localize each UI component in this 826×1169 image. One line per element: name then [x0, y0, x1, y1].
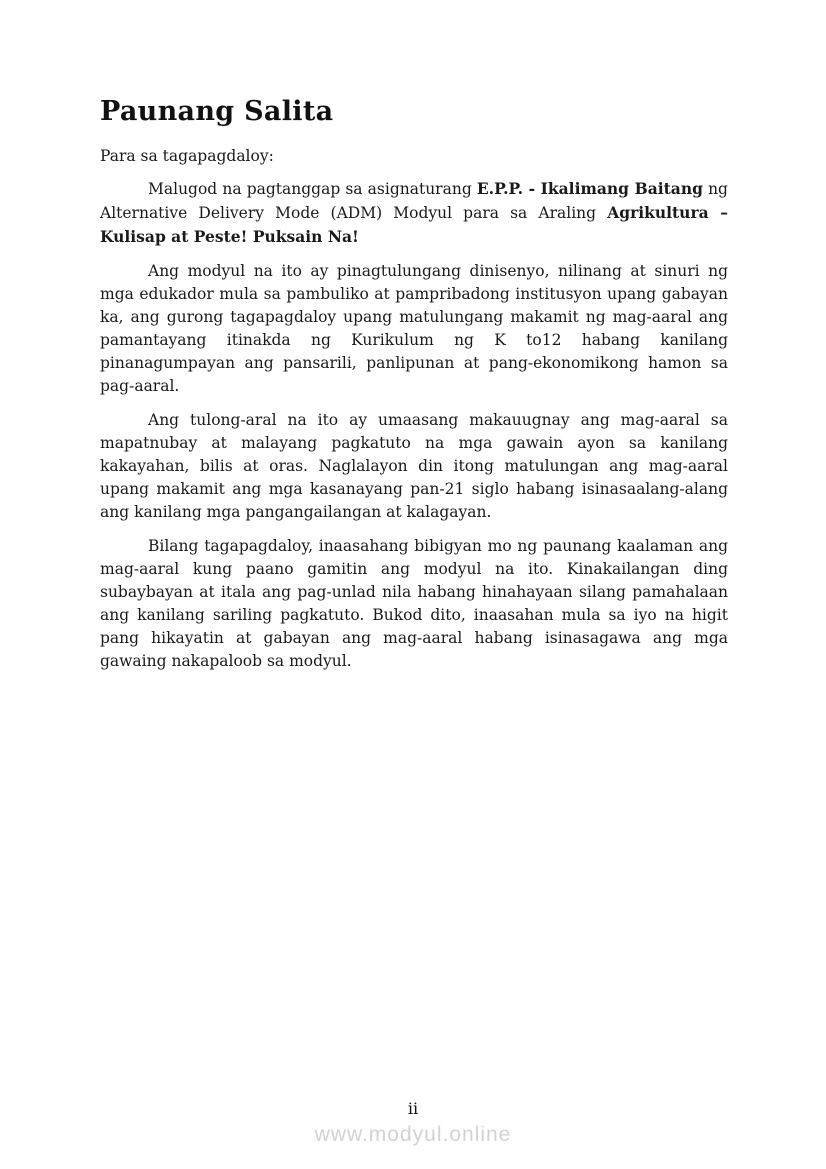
- paragraph-text-segment: Ang modyul na ito ay pinagtulungang dinisenyo, nilinang at sinuri ng mga edukador mula sa pambuliko at pampribadong institusyon upang gabayan ka, ang gurong tagapagdaloy upang matulungang makamit ng mag-aaral ang pamantayang itinakda ng Kurikulum ng K to12 habang kanilang pinanagumpayan ang pansarili, panlipunan at pang-ekonomikong hamon sa pag-aaral.: [100, 262, 728, 395]
- body-paragraphs: [100, 177, 728, 673]
- paragraph-bold-segment: E.P.P. - Ikalimang Baitang: [476, 179, 703, 198]
- page-content: [100, 96, 728, 684]
- paragraph-text-segment: Ang tulong-aral na ito ay umaasang makauugnay ang mag-aaral sa mapatnubay at malayang pagkatuto na mga gawain ayon sa kanilang kakayahan, bilis at oras. Naglalayon din itong matulungan ang mag-aaral upang makamit ang mga kasanayang pan-21 siglo habang isinasaalang-alang ang kanilang mga pangangailangan at kalagayan.: [100, 411, 728, 521]
- paragraph: [100, 409, 728, 524]
- watermark-text: www.modyul.online: [314, 1123, 512, 1146]
- paragraph: [100, 177, 728, 249]
- salutation: Para sa tagapagdaloy:: [100, 147, 274, 165]
- paragraph-text-segment: Malugod na pagtanggap sa asignaturang: [148, 180, 477, 198]
- paragraph-bold-segment: Agrikultura – Kulisap at Peste! Puksain Na!: [100, 203, 728, 246]
- paragraph-text-segment: ng Alternative Delivery Mode (ADM) Modyul para sa Araling: [100, 180, 728, 222]
- page-number: ii: [407, 1099, 419, 1118]
- paragraph-text-segment: Bilang tagapagdaloy, inaasahang bibigyan mo ng paunang kaalaman ang mag-aaral kung paano gamitin ang modyul na ito. Kinakailangan ding subaybayan at itala ang pag-unlad nila habang hinahayaan silang pamahalaan ang kanilang sariling pagkatuto. Bukod dito, inaasahan mula sa iyo na higit pang hikayatin at gabayan ang mag-aaral habang isinasagawa ang mga gawaing nakapaloob sa modyul.: [100, 537, 728, 670]
- paragraph: [100, 535, 728, 673]
- page-footer: [0, 1099, 826, 1147]
- paragraph: [100, 260, 728, 398]
- page-title: Paunang Salita: [100, 96, 334, 127]
